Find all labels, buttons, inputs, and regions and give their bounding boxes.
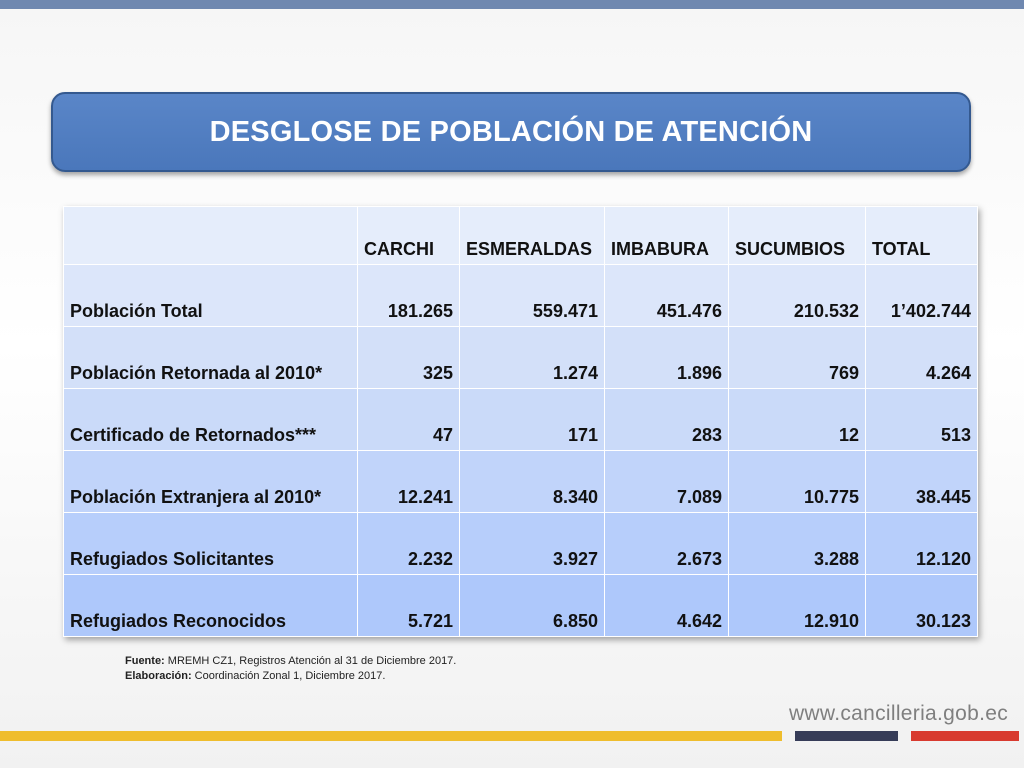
header-cell-total: TOTAL — [866, 207, 978, 265]
cell-esmeraldas: 1.274 — [460, 327, 605, 389]
cell-esmeraldas: 559.471 — [460, 265, 605, 327]
cell-sucumbios: 210.532 — [729, 265, 866, 327]
cell-total: 30.123 — [866, 575, 978, 637]
cell-imbabura: 4.642 — [605, 575, 729, 637]
header-cell-empty — [64, 207, 358, 265]
cell-carchi: 325 — [358, 327, 460, 389]
population-table — [63, 206, 978, 637]
elaboration-label: Elaboración: — [125, 670, 192, 682]
cell-carchi: 181.265 — [358, 265, 460, 327]
cell-imbabura: 7.089 — [605, 451, 729, 513]
cell-esmeraldas: 8.340 — [460, 451, 605, 513]
cell-esmeraldas: 3.927 — [460, 513, 605, 575]
cell-total: 4.264 — [866, 327, 978, 389]
title-banner — [51, 92, 971, 172]
website-url: www.cancilleria.gob.ec — [788, 702, 1008, 725]
header-cell-esmeraldas: ESMERALDAS — [460, 207, 605, 265]
source-line — [125, 654, 456, 669]
table-row — [64, 575, 978, 637]
cell-total: 12.120 — [866, 513, 978, 575]
table-row — [64, 513, 978, 575]
elaboration-text: Coordinación Zonal 1, Diciembre 2017. — [191, 670, 386, 682]
source-label: Fuente: — [125, 655, 165, 667]
header-cell-carchi: CARCHI — [358, 207, 460, 265]
table-row — [64, 389, 978, 451]
cell-total: 1’402.744 — [866, 265, 978, 327]
top-accent-bar — [0, 0, 1024, 9]
table-header-row — [64, 207, 978, 265]
table-row — [64, 327, 978, 389]
row-label: Población Extranjera al 2010* — [64, 451, 358, 513]
footer-bar-blue — [795, 731, 898, 741]
cell-imbabura: 1.896 — [605, 327, 729, 389]
row-label: Población Retornada al 2010* — [64, 327, 358, 389]
cell-esmeraldas: 6.850 — [460, 575, 605, 637]
table-row — [64, 265, 978, 327]
cell-carchi: 47 — [358, 389, 460, 451]
cell-imbabura: 283 — [605, 389, 729, 451]
cell-esmeraldas: 171 — [460, 389, 605, 451]
cell-sucumbios: 769 — [729, 327, 866, 389]
cell-carchi: 2.232 — [358, 513, 460, 575]
cell-sucumbios: 12 — [729, 389, 866, 451]
row-label: Refugiados Reconocidos — [64, 575, 358, 637]
cell-imbabura: 451.476 — [605, 265, 729, 327]
slide-title: DESGLOSE DE POBLACIÓN DE ATENCIÓN — [209, 115, 813, 148]
table-row — [64, 451, 978, 513]
cell-sucumbios: 10.775 — [729, 451, 866, 513]
cell-sucumbios: 3.288 — [729, 513, 866, 575]
source-text: MREMH CZ1, Registros Atención al 31 de Diciembre 2017. — [164, 655, 457, 667]
cell-sucumbios: 12.910 — [729, 575, 866, 637]
row-label: Certificado de Retornados*** — [64, 389, 358, 451]
source-notes — [125, 654, 456, 684]
cell-total: 38.445 — [866, 451, 978, 513]
header-cell-sucumbios: SUCUMBIOS — [729, 207, 866, 265]
footer-bar-red — [911, 731, 1019, 741]
row-label: Población Total — [64, 265, 358, 327]
footer-bar-yellow — [0, 731, 782, 741]
cell-total: 513 — [866, 389, 978, 451]
cell-carchi: 12.241 — [358, 451, 460, 513]
elaboration-line — [125, 669, 456, 684]
row-label: Refugiados Solicitantes — [64, 513, 358, 575]
cell-carchi: 5.721 — [358, 575, 460, 637]
header-cell-imbabura: IMBABURA — [605, 207, 729, 265]
cell-imbabura: 2.673 — [605, 513, 729, 575]
